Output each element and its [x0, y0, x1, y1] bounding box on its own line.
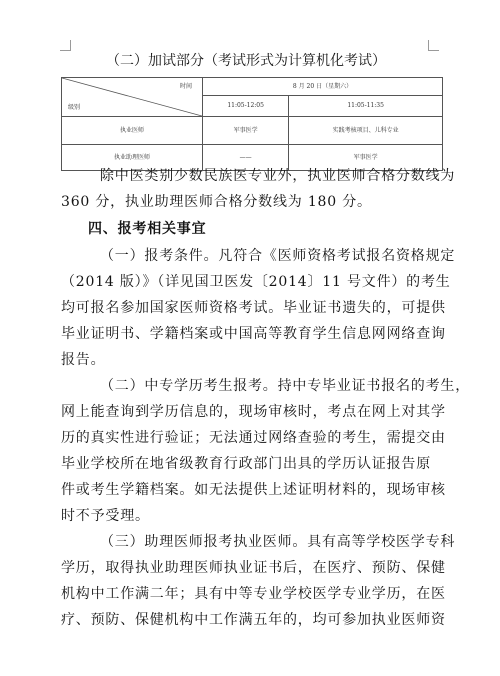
row-level: 执业医师 — [62, 117, 203, 145]
paragraph-line: （一）报考条件。凡符合《医师资格考试报名资格规定 — [100, 248, 456, 264]
paragraph-line: 360 分，执业助理医师合格分数线为 180 分。 — [61, 194, 372, 210]
paragraph-line: 疗、预防、保健机构中工作满五年的，均可参加执业医师资 — [61, 612, 446, 628]
table-row — [62, 117, 443, 145]
paragraph-line: （二）中专学历考生报考。持中专毕业证书报名的考生， — [100, 378, 470, 394]
section-heading-extra-test: （二）加试部分（考试形式为计算机化考试） — [106, 53, 386, 69]
paragraph-line: （三）助理医师报考执业医师。具有高等学校医学专科 — [100, 534, 456, 550]
table-corner-cell — [62, 78, 203, 117]
paragraph-line: 时不予受理。 — [61, 508, 150, 524]
paragraph-line: 历的真实性进行验证；无法通过网络查验的考生，需提交由 — [61, 430, 446, 446]
crop-mark-top-right — [428, 40, 439, 51]
date-header: 8 月 20 日（星期六） — [203, 78, 443, 96]
paragraph-line: 机构中工作满二年；具有中等专业学校医学专业学历，在医 — [61, 586, 446, 602]
paragraph-line: 毕业证明书、学籍档案或中国高等教育学生信息网网络查询 — [61, 326, 446, 342]
time-slot-2: 11:05-11:35 — [289, 96, 443, 117]
row-slot2: 军事医学 — [289, 145, 443, 171]
row-slot1: —— — [203, 145, 289, 171]
paragraph-line: 除中医类别少数民族医专业外，执业医师合格分数线为 — [100, 168, 456, 184]
row-slot2: 实践考核项目、儿科专业 — [289, 117, 443, 145]
paragraph-line: 均可报名参加国家医师资格考试。毕业证书遗失的，可提供 — [61, 300, 446, 316]
corner-time-label: 时间 — [179, 83, 192, 90]
paragraph-line: 毕业学校所在地省级教育行政部门出具的学历认证报告原 — [61, 456, 431, 472]
section-title-4: 四、报考相关事宜 — [88, 221, 207, 237]
paragraph-line: （2014 版）》（详见国卫医发〔2014〕11 号文件）的考生 — [61, 274, 451, 290]
paragraph-line: 学历，取得执业助理医师执业证书后，在医疗、预防、保健 — [61, 560, 446, 576]
paragraph-line: 件或考生学籍档案。如无法提供上述证明材料的，现场审核 — [61, 482, 446, 498]
crop-mark-top-left — [60, 40, 71, 51]
corner-level-label: 级别 — [68, 104, 81, 111]
row-slot1: 军事医学 — [203, 117, 289, 145]
paragraph-line: 报告。 — [61, 352, 106, 368]
exam-schedule-table — [61, 77, 443, 171]
paragraph-line: 网上能查询到学历信息的，现场审核时，考点在网上对其学 — [61, 404, 446, 420]
row-level: 执业助理医师 — [62, 145, 203, 171]
time-slot-1: 11:05-12:05 — [203, 96, 289, 117]
